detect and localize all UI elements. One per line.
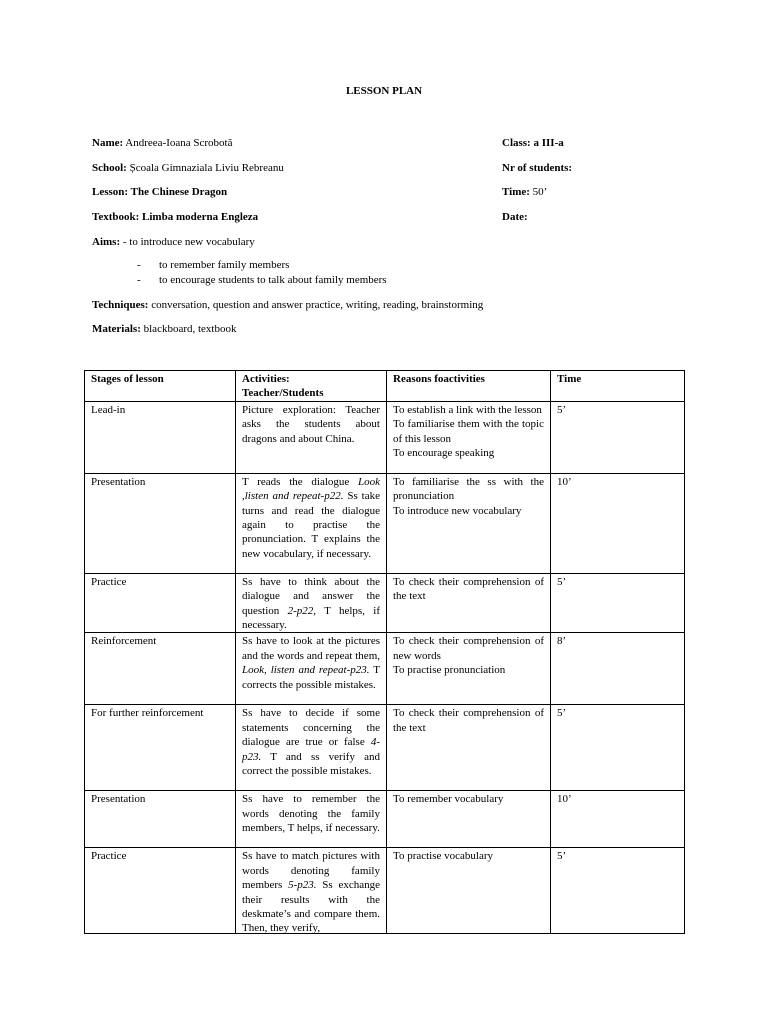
- lesson-plan-table: [84, 370, 685, 934]
- materials-field: [92, 322, 237, 336]
- students-field: [502, 161, 572, 175]
- activity-text: Ss have to match pictures with words denoting family members: [242, 850, 380, 892]
- activity-reference: Look, listen and repeat-p23.: [242, 664, 370, 677]
- header-reasons: Reasons foactivities: [387, 371, 551, 402]
- activity-cell: Ss have to remember the words denoting the family members, T helps, if necessary.: [236, 791, 387, 848]
- time-field: [502, 185, 547, 199]
- activity-cell: [236, 705, 387, 791]
- textbook-field: [92, 210, 258, 224]
- table-row: [85, 401, 685, 473]
- reason-cell: To remember vocabulary: [387, 791, 551, 848]
- time-cell: 5’: [551, 848, 685, 934]
- aims-item-text: to remember family members: [159, 259, 290, 271]
- activity-text: Ss have to look at the pictures and the words and repeat them,: [242, 635, 380, 662]
- stage-cell: Lead-in: [85, 401, 236, 473]
- time-cell: 10’: [551, 473, 685, 573]
- time-cell: 8’: [551, 633, 685, 705]
- table-row: [85, 573, 685, 633]
- reason-cell: To establish a link with the lesson To familiarise them with the topic of this lesson To encourage speaking: [387, 401, 551, 473]
- reason-cell: To check their comprehension of new words To practise pronunciation: [387, 633, 551, 705]
- techniques-field: [92, 298, 483, 312]
- school-label: School:: [92, 162, 127, 174]
- aims-label: Aims:: [92, 236, 121, 248]
- materials-label: Materials:: [92, 323, 141, 335]
- techniques-value: conversation, question and answer practice, writing, reading, brainstorming: [148, 299, 484, 311]
- activity-cell: [236, 473, 387, 573]
- table-row: [85, 705, 685, 791]
- aims-item: [137, 258, 289, 272]
- activity-reference: Look ,listen and repeat-p22.: [242, 475, 380, 503]
- header-time: Time: [551, 371, 685, 402]
- activity-reference: 2-p22,: [287, 604, 317, 617]
- name-value: Andreea-Ioana Scrobotă: [123, 137, 233, 149]
- lesson-field: [92, 185, 227, 199]
- lesson-value: The Chinese Dragon: [128, 186, 228, 198]
- stage-cell: Presentation: [85, 791, 236, 848]
- stage-cell: Reinforcement: [85, 633, 236, 705]
- table-row: [85, 848, 685, 934]
- header-activities: Activities: Teacher/Students: [236, 371, 387, 402]
- activity-text: T reads the dialogue: [242, 475, 358, 488]
- school-value: Școala Gimnaziala Liviu Rebreanu: [126, 162, 284, 174]
- stage-cell: Practice: [85, 573, 236, 633]
- reason-cell: To practise vocabulary: [387, 848, 551, 934]
- stage-cell: Practice: [85, 848, 236, 934]
- page-title: LESSON PLAN: [345, 85, 423, 97]
- lesson-label: Lesson:: [92, 186, 129, 198]
- aims-item: [137, 273, 387, 287]
- table-row: [85, 633, 685, 705]
- bullet-dash: -: [137, 274, 141, 286]
- stage-cell: For further reinforcement: [85, 705, 236, 791]
- activity-text: Ss exchange their results with the deskmate’s and compare them. Then, they verify,: [242, 879, 380, 935]
- activity-text: T corrects the possible mistakes.: [242, 664, 380, 691]
- students-label: Nr of students:: [502, 162, 573, 174]
- reason-cell: To check their comprehension of the text: [387, 573, 551, 633]
- materials-value: blackboard, textbook: [140, 323, 237, 335]
- aims-field: [92, 235, 255, 249]
- activity-reference: 5-p23.: [288, 879, 317, 892]
- class-label: Class: a III-a: [502, 137, 564, 149]
- name-label: Name:: [92, 137, 124, 149]
- activity-text: Ss take turns and read the dialogue again to practise the pronunciation. T explains the new vocabulary, if necessary.: [242, 490, 380, 560]
- time-cell: 5’: [551, 705, 685, 791]
- textbook-label: Textbook: Limba moderna Engleza: [92, 211, 259, 223]
- table-header-row: [85, 371, 685, 402]
- time-cell: 5’: [551, 573, 685, 633]
- header-stages: Stages of lesson: [85, 371, 236, 402]
- school-field: [92, 161, 284, 175]
- date-label: Date:: [502, 211, 528, 223]
- time-cell: 5’: [551, 401, 685, 473]
- reason-cell: To familiarise the ss with the pronunciation To introduce new vocabulary: [387, 473, 551, 573]
- activity-text: Ss have to think about the dialogue and answer the question: [242, 575, 380, 617]
- activity-cell: [236, 573, 387, 633]
- time-value: 50’: [529, 186, 548, 198]
- table-row: [85, 791, 685, 848]
- time-label: Time:: [502, 186, 530, 198]
- techniques-label: Techniques:: [92, 299, 149, 311]
- activity-cell: [236, 633, 387, 705]
- activity-reference: 4-p23.: [242, 736, 380, 763]
- activity-text: T helps, if necessary.: [242, 604, 381, 632]
- activity-text: T and ss verify and correct the possible mistakes.: [242, 750, 380, 778]
- table-row: [85, 473, 685, 573]
- aims-first: - to introduce new vocabulary: [120, 236, 255, 248]
- activity-cell: [236, 848, 387, 934]
- reason-cell: To check their comprehension of the text: [387, 705, 551, 791]
- name-field: [92, 136, 233, 150]
- class-field: [502, 136, 564, 150]
- aims-item-text: to encourage students to talk about family members: [159, 274, 387, 286]
- date-field: [502, 210, 528, 224]
- activity-cell: Picture exploration: Teacher asks the students about dragons and about China.: [236, 401, 387, 473]
- stage-cell: Presentation: [85, 473, 236, 573]
- time-cell: 10’: [551, 791, 685, 848]
- activity-text: Ss have to decide if some statements concerning the dialogue are true or false: [242, 707, 380, 749]
- bullet-dash: -: [137, 259, 141, 271]
